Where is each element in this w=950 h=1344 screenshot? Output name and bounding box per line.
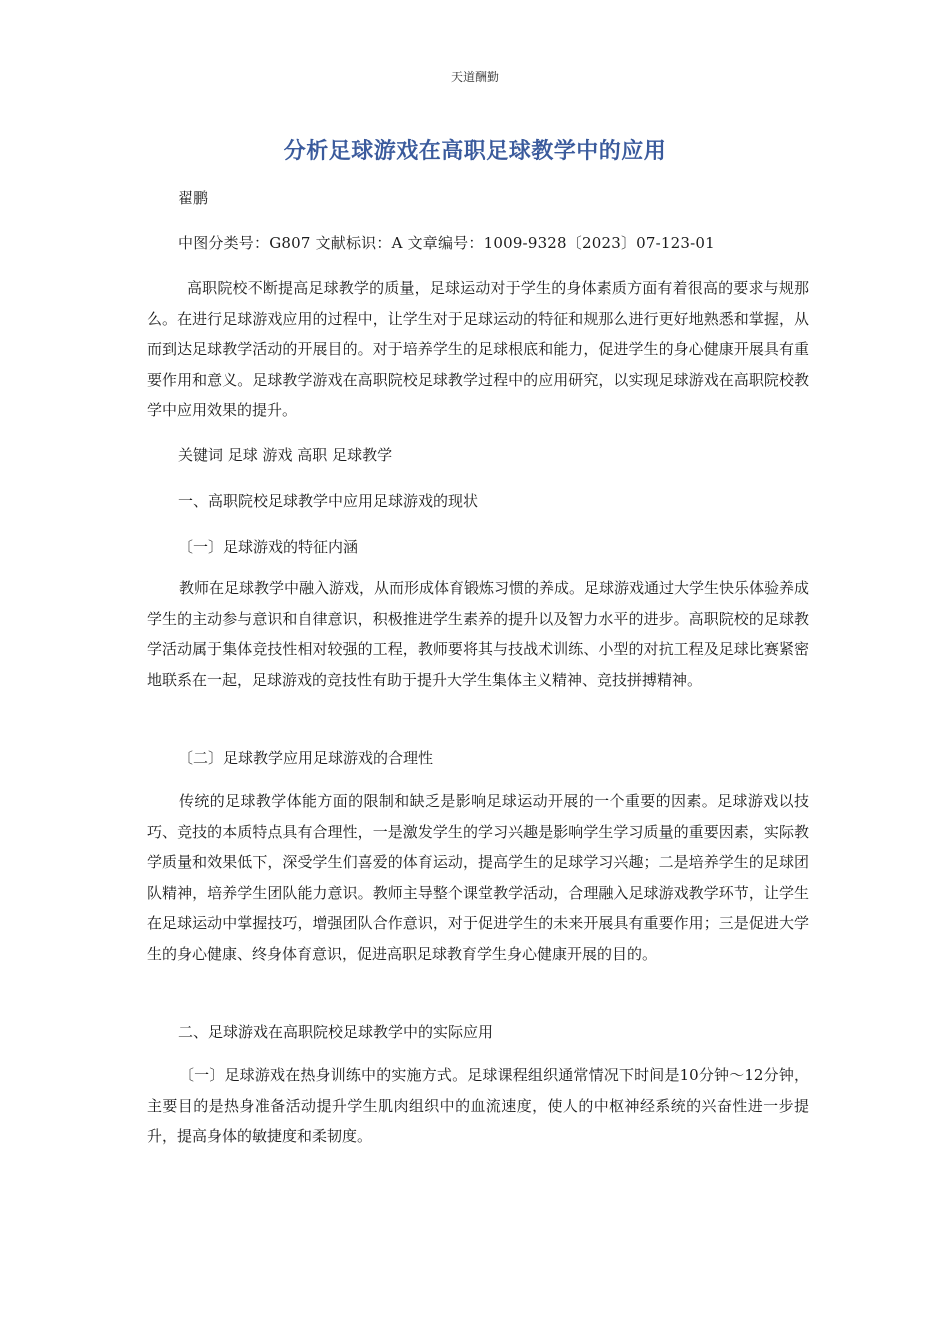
abstract-paragraph: 高职院校不断提高足球教学的质量，足球运动对于学生的身体素质方面有着很高的要求与规那么。在进行足球游戏应用的过程中，让学生对于足球运动的特征和规那么进行更好地熟悉和掌握，从而到达足球教学活动的开展目的。对于培养学生的足球根底和能力，促进学生的身心健康开展具有重要作用和意义。足球教学游戏在高职院校足球教学过程中的应用研究，以实现足球游戏在高职院校教学中应用效果的提升。 — [147, 279, 809, 419]
header-mark: 天道酬勤 — [450, 70, 499, 84]
section-1-1-heading: 〔一〕足球游戏的特征内涵 — [178, 538, 359, 556]
section-1-2-body: 传统的足球教学体能方面的限制和缺乏是影响足球运动开展的一个重要的因素。足球游戏以技巧、竞技的本质特点具有合理性，一是激发学生的学习兴趣是影响学生学习质量的重要因素，实际教学质量和效果低下，深受学生们喜爱的体育运动，提高学生的足球学习兴趣；二是培养学生的足球团队精神，培养学生团队能力意识。教师主导整个课堂教学活动，合理融入足球游戏教学环节，让学生在足球运动中掌握技巧，增强团队合作意识，对于促进学生的未来开展具有重要作用；三是促进大学生的身心健康、终身体育意识，促进高职足球教育学生身心健康开展的目的。 — [147, 792, 809, 963]
section-1-1-body: 教师在足球教学中融入游戏，从而形成体育锻炼习惯的养成。足球游戏通过大学生快乐体验养成学生的主动参与意识和自律意识，积极推进学生素养的提升以及智力水平的进步。高职院校的足球教学活动属于集体竞技性相对较强的工程，教师要将其与技战术训练、小型的对抗工程及足球比赛紧密地联系在一起，足球游戏的竞技性有助于提升大学生集体主义精神、竞技拼搏精神。 — [147, 579, 810, 689]
classification-line: 中图分类号：G807 文献标识：A 文章编号：1009-9328〔2023〕07-123-01 — [178, 234, 715, 252]
section-2-1-body: 〔一〕足球游戏在热身训练中的实施方式。足球课程组织通常情况下时间是10分钟～12分钟，主要目的是热身准备活动提升学生肌肉组织中的血流速度，使人的中枢神经系统的兴奋性进一步提升，提高身体的敏捷度和柔韧度。 — [147, 1066, 809, 1145]
author: 翟鹏 — [178, 189, 209, 207]
section-1-2-heading: 〔二〕足球教学应用足球游戏的合理性 — [178, 749, 434, 767]
keywords-line: 关键词 足球 游戏 高职 足球教学 — [178, 446, 393, 464]
section-2-heading: 二、足球游戏在高职院校足球教学中的实际应用 — [178, 1023, 494, 1041]
section-1-heading: 一、高职院校足球教学中应用足球游戏的现状 — [178, 492, 479, 510]
article-title: 分析足球游戏在高职足球教学中的应用 — [283, 139, 667, 164]
